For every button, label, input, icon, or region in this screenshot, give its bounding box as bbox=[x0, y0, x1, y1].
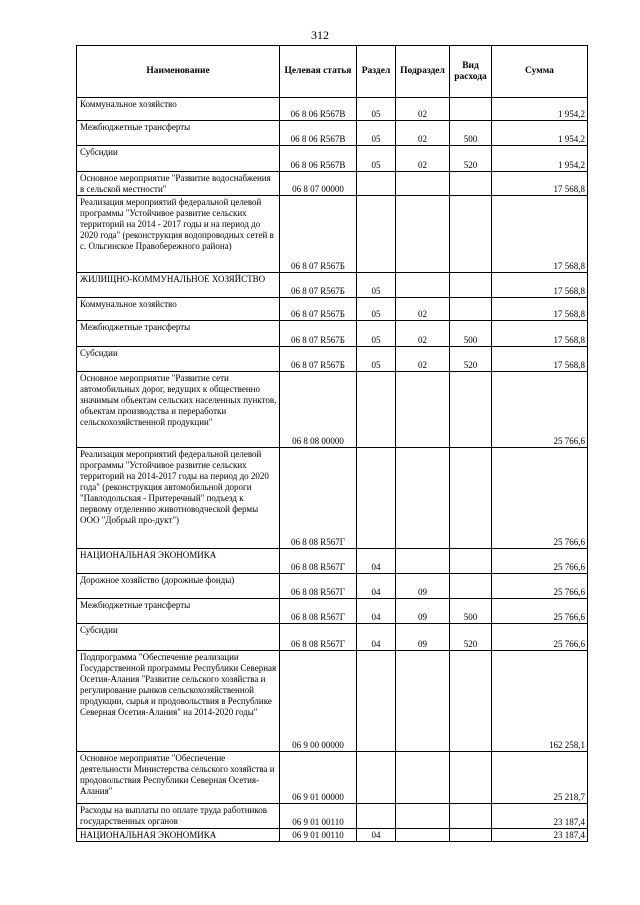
row-razdel bbox=[357, 752, 396, 804]
header-podrazdel: Подраздел bbox=[396, 46, 450, 98]
row-name: Межбюджетные трансферты bbox=[77, 321, 280, 347]
table-row bbox=[77, 651, 588, 752]
row-vid bbox=[450, 804, 492, 829]
row-code: 06 9 01 00000 bbox=[280, 752, 357, 804]
row-razdel: 04 bbox=[357, 599, 396, 624]
row-name: Основное мероприятие "Развитие водоснабжения в сельской местности" bbox=[77, 172, 280, 196]
table-row bbox=[77, 829, 588, 842]
row-razdel: 05 bbox=[357, 98, 396, 121]
row-sum: 17 568,8 bbox=[492, 172, 588, 196]
row-razdel: 04 bbox=[357, 549, 396, 574]
row-code: 06 8 06 R567В bbox=[280, 121, 357, 146]
row-podrazdel bbox=[396, 752, 450, 804]
table-row bbox=[77, 347, 588, 372]
row-name: Реализация мероприятий федеральной целевой программы "Устойчивое развитие сельских территорий на 2014 - 2017 годы и на период до 2020 года" (реконструкция водопроводных сетей в с. Ольгинское Правобережного района) bbox=[77, 196, 280, 273]
row-code: 06 8 07 R567Б bbox=[280, 273, 357, 298]
table-row bbox=[77, 273, 588, 298]
row-code: 06 9 01 00110 bbox=[280, 829, 357, 842]
row-podrazdel: 02 bbox=[396, 298, 450, 321]
row-vid: 520 bbox=[450, 624, 492, 651]
table-header-row bbox=[77, 46, 588, 98]
row-razdel bbox=[357, 448, 396, 549]
row-code: 06 8 07 R567Б bbox=[280, 347, 357, 372]
row-sum: 17 568,8 bbox=[492, 347, 588, 372]
row-podrazdel: 02 bbox=[396, 98, 450, 121]
row-vid bbox=[450, 273, 492, 298]
table-row bbox=[77, 321, 588, 347]
header-vid: Вид расхода bbox=[450, 46, 492, 98]
row-code: 06 8 07 R567Б bbox=[280, 298, 357, 321]
row-razdel: 05 bbox=[357, 321, 396, 347]
row-vid bbox=[450, 549, 492, 574]
row-code: 06 8 07 00000 bbox=[280, 172, 357, 196]
header-code: Целевая статья bbox=[280, 46, 357, 98]
row-sum: 23 187,4 bbox=[492, 804, 588, 829]
row-name: Дорожное хозяйство (дорожные фонды) bbox=[77, 574, 280, 599]
row-vid bbox=[450, 829, 492, 842]
row-podrazdel bbox=[396, 448, 450, 549]
row-code: 06 8 08 R567Г bbox=[280, 549, 357, 574]
row-vid: 500 bbox=[450, 321, 492, 347]
row-sum: 17 568,8 bbox=[492, 321, 588, 347]
row-name: Субсидии bbox=[77, 624, 280, 651]
row-sum: 25 766,6 bbox=[492, 448, 588, 549]
row-podrazdel: 02 bbox=[396, 146, 450, 172]
row-sum: 25 766,6 bbox=[492, 372, 588, 448]
row-razdel: 04 bbox=[357, 624, 396, 651]
row-vid bbox=[450, 574, 492, 599]
row-name: Подпрограмма "Обеспечение реализации Государственной программы Республики Северная Осетия-Алания "Развитие сельского хозяйства и регулирование рынков сельскохозяйственной продукции, сырья и продовольствия в Республике Северная Осетия-Алания" на 2014-2020 годы" bbox=[77, 651, 280, 752]
header-razdel: Раздел bbox=[357, 46, 396, 98]
row-podrazdel bbox=[396, 549, 450, 574]
row-vid: 500 bbox=[450, 121, 492, 146]
row-podrazdel: 09 bbox=[396, 624, 450, 651]
table-row bbox=[77, 549, 588, 574]
row-vid bbox=[450, 752, 492, 804]
row-razdel bbox=[357, 196, 396, 273]
table-row bbox=[77, 599, 588, 624]
row-podrazdel bbox=[396, 804, 450, 829]
row-name: НАЦИОНАЛЬНАЯ ЭКОНОМИКА bbox=[77, 829, 280, 842]
row-sum: 25 766,6 bbox=[492, 574, 588, 599]
row-sum: 23 187,4 bbox=[492, 829, 588, 842]
row-name: Субсидии bbox=[77, 347, 280, 372]
row-sum: 17 568,8 bbox=[492, 196, 588, 273]
row-razdel: 05 bbox=[357, 347, 396, 372]
row-name: Основное мероприятие "Обеспечение деятельности Министерства сельского хозяйства и продовольствия Республики Северная Осетия-Алания" bbox=[77, 752, 280, 804]
row-podrazdel: 09 bbox=[396, 599, 450, 624]
row-code: 06 8 08 00000 bbox=[280, 372, 357, 448]
table-row bbox=[77, 298, 588, 321]
row-name: Расходы на выплаты по оплате труда работников государственных органов bbox=[77, 804, 280, 829]
row-razdel: 04 bbox=[357, 574, 396, 599]
row-podrazdel bbox=[396, 651, 450, 752]
row-sum: 1 954,2 bbox=[492, 146, 588, 172]
row-code: 06 8 08 R567Г bbox=[280, 599, 357, 624]
row-razdel: 05 bbox=[357, 273, 396, 298]
row-name: Субсидии bbox=[77, 146, 280, 172]
row-vid bbox=[450, 372, 492, 448]
row-vid bbox=[450, 448, 492, 549]
row-vid bbox=[450, 98, 492, 121]
row-podrazdel bbox=[396, 829, 450, 842]
row-name: Основное мероприятие "Развитие сети автомобильных дорог, ведущих к общественно значимым объектам сельских населенных пунктов, объектам производства и переработки сельскохозяйственной продукции" bbox=[77, 372, 280, 448]
row-name: НАЦИОНАЛЬНАЯ ЭКОНОМИКА bbox=[77, 549, 280, 574]
table-row bbox=[77, 121, 588, 146]
row-sum: 17 568,8 bbox=[492, 273, 588, 298]
row-code: 06 8 08 R567Г bbox=[280, 624, 357, 651]
row-podrazdel: 09 bbox=[396, 574, 450, 599]
row-sum: 1 954,2 bbox=[492, 121, 588, 146]
table-row bbox=[77, 624, 588, 651]
row-code: 06 8 06 R567В bbox=[280, 98, 357, 121]
table-row bbox=[77, 752, 588, 804]
row-code: 06 8 08 R567Г bbox=[280, 448, 357, 549]
row-code: 06 8 06 R567В bbox=[280, 146, 357, 172]
row-name: Реализация мероприятий федеральной целевой программы "Устойчивое развитие сельских территорий на 2014-2017 годы на период до 2020 года" (реконструкция автомобильной дороги "Павлодольская - Притеречный" подъезд к первому отделению животноводческой фермы ООО "Добрый про-дукт") bbox=[77, 448, 280, 549]
row-podrazdel: 02 bbox=[396, 347, 450, 372]
row-podrazdel bbox=[396, 273, 450, 298]
row-razdel bbox=[357, 172, 396, 196]
budget-table bbox=[76, 45, 588, 842]
row-podrazdel bbox=[396, 372, 450, 448]
row-code: 06 8 07 R567Б bbox=[280, 196, 357, 273]
row-code: 06 8 08 R567Г bbox=[280, 574, 357, 599]
row-vid: 520 bbox=[450, 146, 492, 172]
row-vid: 500 bbox=[450, 599, 492, 624]
row-vid bbox=[450, 172, 492, 196]
row-podrazdel bbox=[396, 196, 450, 273]
row-razdel: 05 bbox=[357, 298, 396, 321]
row-name: ЖИЛИЩНО-КОММУНАЛЬНОЕ ХОЗЯЙСТВО bbox=[77, 273, 280, 298]
row-vid: 520 bbox=[450, 347, 492, 372]
row-name: Межбюджетные трансферты bbox=[77, 599, 280, 624]
row-name: Межбюджетные трансферты bbox=[77, 121, 280, 146]
row-sum: 25 766,6 bbox=[492, 599, 588, 624]
row-sum: 162 258,1 bbox=[492, 651, 588, 752]
table-row bbox=[77, 574, 588, 599]
row-code: 06 9 00 00000 bbox=[280, 651, 357, 752]
table-row bbox=[77, 448, 588, 549]
table-row bbox=[77, 98, 588, 121]
table-row bbox=[77, 804, 588, 829]
row-sum: 17 568,8 bbox=[492, 298, 588, 321]
header-name: Наименование bbox=[77, 46, 280, 98]
row-vid bbox=[450, 298, 492, 321]
row-razdel bbox=[357, 804, 396, 829]
row-razdel: 05 bbox=[357, 121, 396, 146]
row-sum: 25 766,6 bbox=[492, 624, 588, 651]
row-code: 06 8 07 R567Б bbox=[280, 321, 357, 347]
row-podrazdel: 02 bbox=[396, 321, 450, 347]
row-sum: 25 766,6 bbox=[492, 549, 588, 574]
row-razdel: 04 bbox=[357, 829, 396, 842]
row-razdel: 05 bbox=[357, 146, 396, 172]
row-podrazdel bbox=[396, 172, 450, 196]
table-row bbox=[77, 146, 588, 172]
row-vid bbox=[450, 196, 492, 273]
row-sum: 1 954,2 bbox=[492, 98, 588, 121]
row-razdel bbox=[357, 372, 396, 448]
row-name: Коммунальное хозяйство bbox=[77, 98, 280, 121]
table-row bbox=[77, 372, 588, 448]
row-razdel bbox=[357, 651, 396, 752]
row-podrazdel: 02 bbox=[396, 121, 450, 146]
table-row bbox=[77, 196, 588, 273]
page-number: 312 bbox=[311, 28, 329, 42]
row-sum: 25 218,7 bbox=[492, 752, 588, 804]
row-name: Коммунальное хозяйство bbox=[77, 298, 280, 321]
header-sum: Сумма bbox=[492, 46, 588, 98]
row-vid bbox=[450, 651, 492, 752]
table-row bbox=[77, 172, 588, 196]
row-code: 06 9 01 00110 bbox=[280, 804, 357, 829]
